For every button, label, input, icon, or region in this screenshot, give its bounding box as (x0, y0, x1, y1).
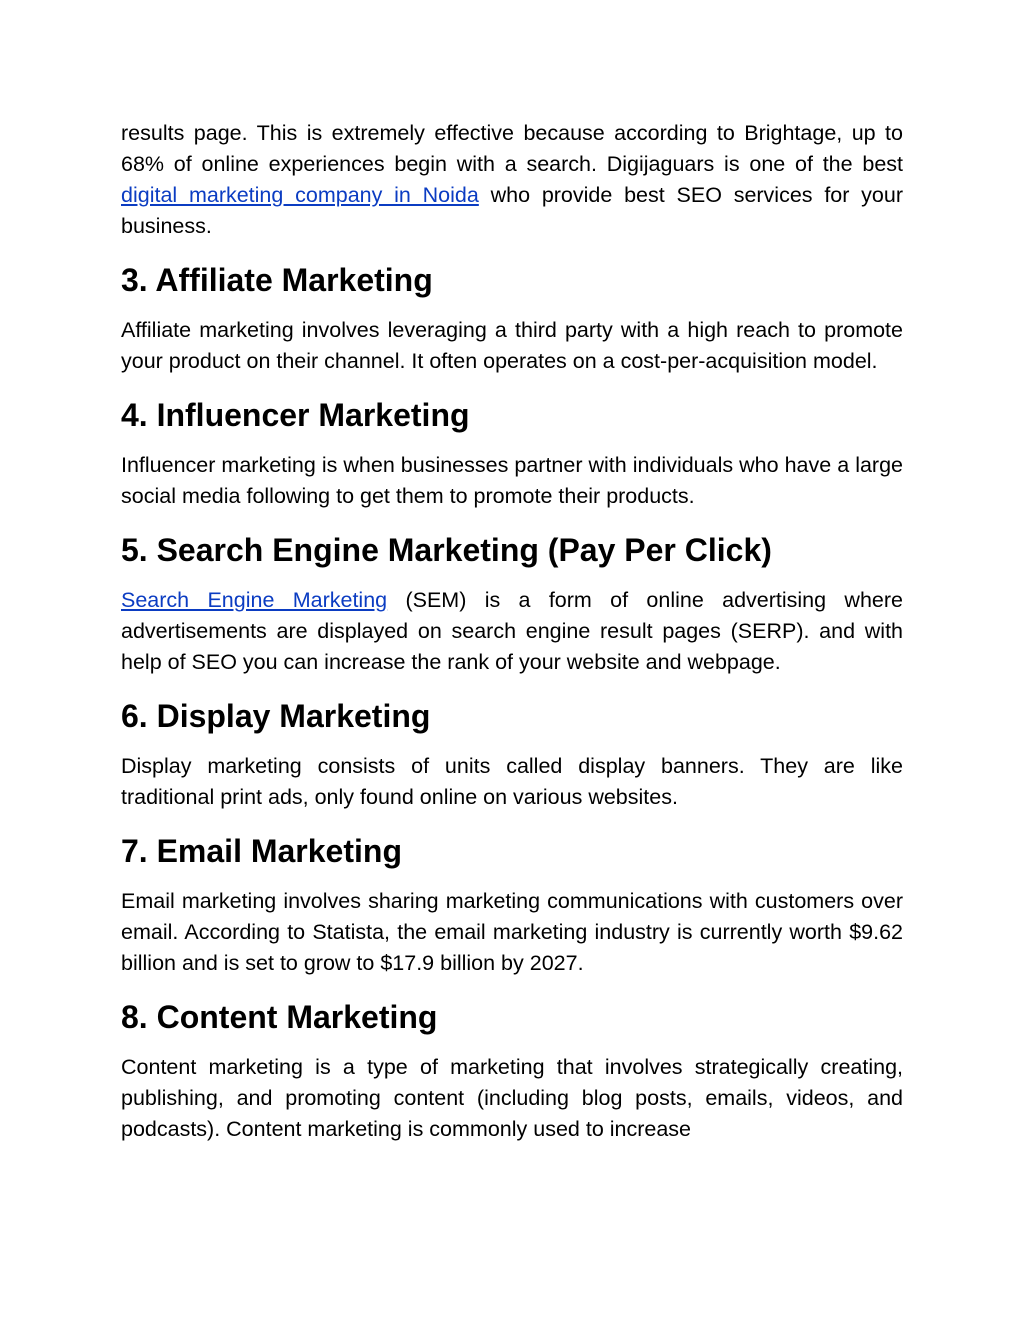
paragraph-display-marketing: Display marketing consists of units called display banners. They are like traditional print ads, only found online on various websites. (121, 754, 903, 809)
heading-display-marketing: 6. Display Marketing (121, 698, 431, 734)
paragraph-search-engine-marketing (121, 585, 903, 678)
intro-text-after: who provide best SEO services for your business. (121, 183, 904, 238)
document-page (121, 118, 903, 1163)
search-engine-marketing-link[interactable]: Search Engine Marketing (121, 588, 388, 612)
paragraph-influencer-marketing: Influencer marketing is when businesses partner with individuals who have a large social media following to get them to promote their products. (121, 453, 903, 508)
heading-influencer-marketing: 4. Influencer Marketing (121, 397, 470, 433)
paragraph-affiliate-marketing: Affiliate marketing involves leveraging a third party with a high reach to promote your product on their channel. It often operates on a cost-per-acquisition model. (121, 318, 903, 373)
heading-affiliate-marketing: 3. Affiliate Marketing (121, 262, 433, 298)
heading-search-engine-marketing: 5. Search Engine Marketing (Pay Per Click) (121, 532, 772, 568)
heading-email-marketing: 7. Email Marketing (121, 833, 402, 869)
paragraph-email-marketing: Email marketing involves sharing marketing communications with customers over email. According to Statista, the email marketing industry is currently worth $9.62 billion and is set to grow to $17.9 billion by 2027. (121, 889, 903, 975)
intro-text-before: results page. This is extremely effective because according to Brightage, up to 68% of online experiences begin with a search. Digijaguars is one of the best (121, 121, 903, 176)
intro-paragraph (121, 118, 903, 242)
digital-marketing-company-link[interactable]: digital marketing company in Noida (121, 183, 479, 207)
paragraph-content-marketing: Content marketing is a type of marketing that involves strategically creating, publishing, and promoting content (including blog posts, emails, videos, and podcasts). Content marketing is commonly used to increase (121, 1055, 903, 1141)
sem-body-text: (SEM) is a form of online advertising where advertisements are displayed on search engine result pages (SERP). and with help of SEO you can increase the rank of your website and webpage. (121, 588, 903, 674)
heading-content-marketing: 8. Content Marketing (121, 999, 438, 1035)
